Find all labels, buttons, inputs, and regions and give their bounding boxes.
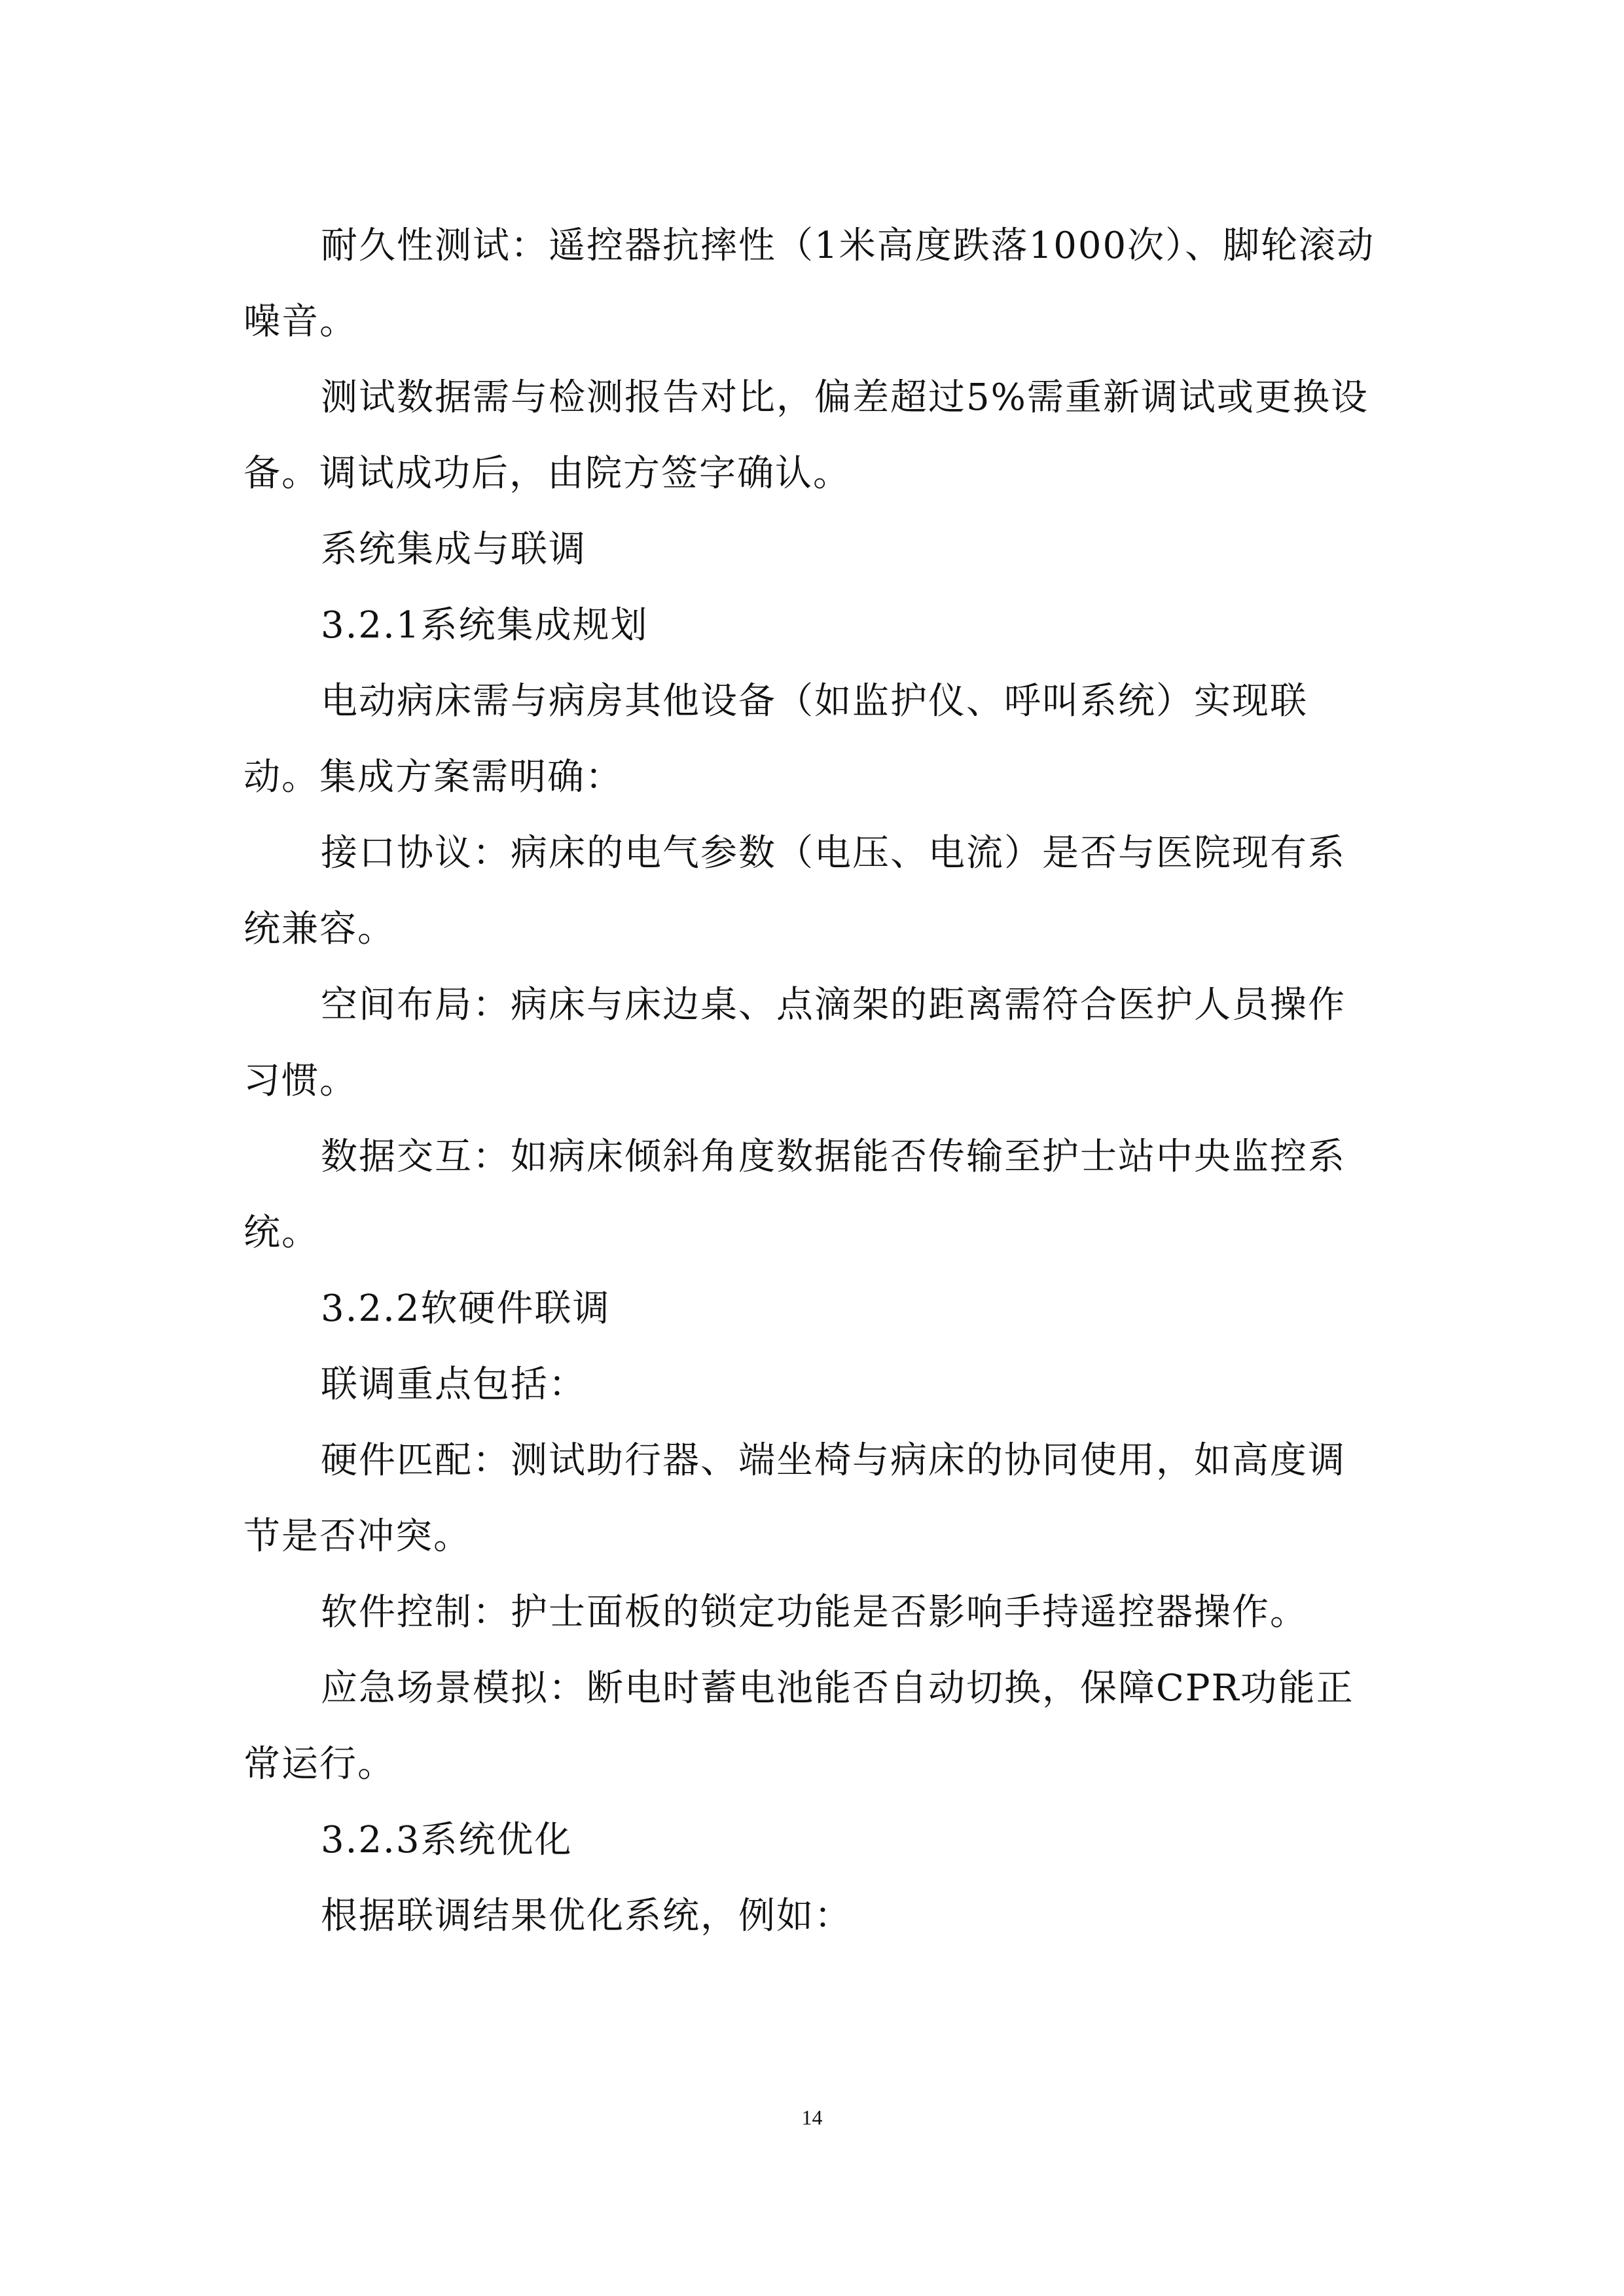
paragraph-hardware-matching: 硬件匹配：测试助行器、端坐椅与病床的协同使用，如高度调节是否冲突。	[244, 1439, 1346, 1558]
subsection-heading-3-2-3: 3.2.3系统优化	[321, 1819, 573, 1861]
paragraph-software-control: 软件控制：护士面板的锁定功能是否影响手持遥控器操作。	[321, 1591, 1308, 1634]
paragraph-test-data-comparison: 测试数据需与检测报告对比，偏差超过5%需重新调试或更换设备。调试成功后，由院方签字确认。	[244, 376, 1369, 495]
paragraph-emergency-simulation: 应急场景模拟：断电时蓄电池能否自动切换，保障CPR功能正常运行。	[244, 1667, 1354, 1785]
paragraph-integration-intro: 电动病床需与病房其他设备（如监护仪、呼叫系统）实现联动。集成方案需明确：	[244, 680, 1308, 798]
paragraph-joint-debug-focus: 联调重点包括：	[321, 1363, 586, 1406]
subsection-heading-3-2-1: 3.2.1系统集成规划	[321, 604, 649, 647]
page-number: 14	[801, 2106, 823, 2129]
section-heading-system-integration: 系统集成与联调	[321, 528, 586, 571]
paragraph-space-layout: 空间布局：病床与床边桌、点滴架的距离需符合医护人员操作习惯。	[244, 984, 1346, 1102]
paragraph-data-interaction: 数据交互：如病床倾斜角度数据能否传输至护士站中央监控系统。	[244, 1136, 1346, 1254]
paragraph-optimization-intro: 根据联调结果优化系统，例如：	[321, 1895, 852, 1937]
paragraph-durability-test: 耐久性测试：遥控器抗摔性（1米高度跌落1000次）、脚轮滚动噪音。	[244, 224, 1375, 343]
paragraph-interface-protocol: 接口协议：病床的电气参数（电压、电流）是否与医院现有系统兼容。	[244, 832, 1346, 950]
subsection-heading-3-2-2: 3.2.2软硬件联调	[321, 1287, 611, 1330]
page-body	[244, 208, 1382, 1954]
